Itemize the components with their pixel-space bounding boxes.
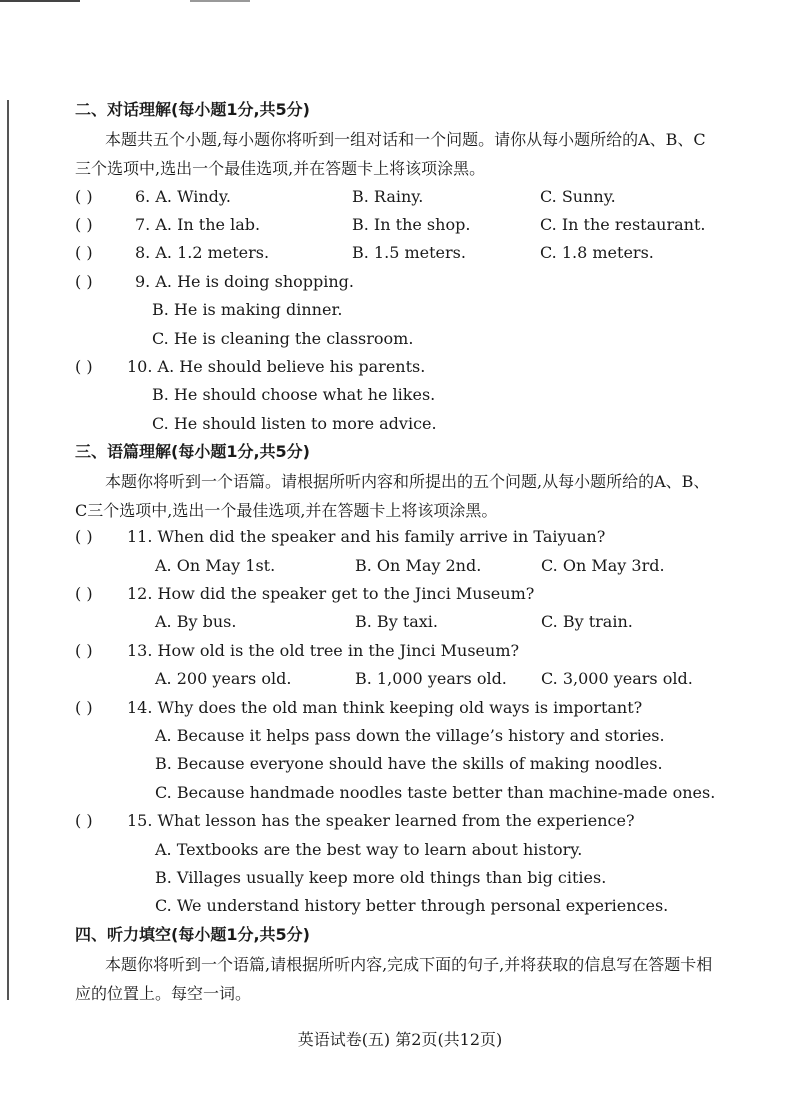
q10-option-c: C. He should listen to more advice. xyxy=(152,414,437,433)
section2-instruction: 本题共五个小题,每小题你将听到一组对话和一个问题。请你从每小题所给的A、B、C三个选项中,选出一个最佳选项,并在答题卡上将该项涂黑。 xyxy=(75,130,706,178)
q12-option-c: C. By train. xyxy=(541,612,633,631)
answer-bracket[interactable]: ( ) xyxy=(75,215,93,234)
section4-heading: 四、听力填空(每小题1分,共5分) xyxy=(75,925,310,944)
section3-heading: 三、语篇理解(每小题1分,共5分) xyxy=(75,442,310,461)
q7-option-b: B. In the shop. xyxy=(352,215,471,234)
answer-bracket[interactable]: ( ) xyxy=(75,187,93,206)
section2-heading: 二、对话理解(每小题1分,共5分) xyxy=(75,100,310,119)
section4-instruction: 本题你将听到一个语篇,请根据所听内容,完成下面的句子,并将获取的信息写在答题卡相应的位置上。每空一词。 xyxy=(75,955,713,1003)
q13-option-b: B. 1,000 years old. xyxy=(355,669,507,688)
answer-bracket[interactable]: ( ) xyxy=(75,357,93,376)
q15-option-c: C. We understand history better through personal experiences. xyxy=(155,896,669,915)
q7-option-a: 7. A. In the lab. xyxy=(135,215,261,234)
q11-option-c: C. On May 3rd. xyxy=(541,556,665,575)
q10-option-b: B. He should choose what he likes. xyxy=(152,385,436,404)
q8-option-a: 8. A. 1.2 meters. xyxy=(135,243,270,262)
q14-question: 14. Why does the old man think keeping old ways is important? xyxy=(127,698,643,717)
section3-instruction: 本题你将听到一个语篇。请根据所听内容和所提出的五个问题,从每小题所给的A、B、C三个选项中,选出一个最佳选项,并在答题卡上将该项涂黑。 xyxy=(75,472,710,520)
q9-option-a: 9. A. He is doing shopping. xyxy=(135,272,355,291)
q8-option-b: B. 1.5 meters. xyxy=(352,243,466,262)
answer-bracket[interactable]: ( ) xyxy=(75,243,93,262)
q8-option-c: C. 1.8 meters. xyxy=(540,243,654,262)
q6-option-b: B. Rainy. xyxy=(352,187,424,206)
q12-option-a: A. By bus. xyxy=(155,612,237,631)
q14-option-c: C. Because handmade noodles taste better than machine-made ones. xyxy=(155,783,716,802)
q15-option-b: B. Villages usually keep more old things than big cities. xyxy=(155,868,607,887)
q15-question: 15. What lesson has the speaker learned from the experience? xyxy=(127,811,635,830)
scan-edge-left xyxy=(7,100,9,1000)
q11-question: 11. When did the speaker and his family arrive in Taiyuan? xyxy=(127,527,606,546)
page-footer: 英语试卷(五) 第2页(共12页) xyxy=(297,1030,503,1049)
q14-option-b: B. Because everyone should have the skills of making noodles. xyxy=(155,754,663,773)
q11-option-b: B. On May 2nd. xyxy=(355,556,482,575)
answer-bracket[interactable]: ( ) xyxy=(75,641,93,660)
answer-bracket[interactable]: ( ) xyxy=(75,527,93,546)
q13-question: 13. How old is the old tree in the Jinci Museum? xyxy=(127,641,520,660)
answer-bracket[interactable]: ( ) xyxy=(75,584,93,603)
q11-option-a: A. On May 1st. xyxy=(155,556,276,575)
q15-option-a: A. Textbooks are the best way to learn about history. xyxy=(155,840,583,859)
q13-option-a: A. 200 years old. xyxy=(155,669,292,688)
q7-option-c: C. In the restaurant. xyxy=(540,215,706,234)
q13-option-c: C. 3,000 years old. xyxy=(541,669,693,688)
q6-option-c: C. Sunny. xyxy=(540,187,616,206)
q9-option-b: B. He is making dinner. xyxy=(152,300,343,319)
scan-edge-top-2 xyxy=(190,0,250,2)
q9-option-c: C. He is cleaning the classroom. xyxy=(152,329,414,348)
scan-edge-top xyxy=(0,0,80,2)
q12-option-b: B. By taxi. xyxy=(355,612,439,631)
q10-option-a: 10. A. He should believe his parents. xyxy=(127,357,426,376)
q12-question: 12. How did the speaker get to the Jinci Museum? xyxy=(127,584,535,603)
q14-option-a: A. Because it helps pass down the village’s history and stories. xyxy=(155,726,665,745)
answer-bracket[interactable]: ( ) xyxy=(75,272,93,291)
q6-option-a: 6. A. Windy. xyxy=(135,187,231,206)
answer-bracket[interactable]: ( ) xyxy=(75,811,93,830)
answer-bracket[interactable]: ( ) xyxy=(75,698,93,717)
